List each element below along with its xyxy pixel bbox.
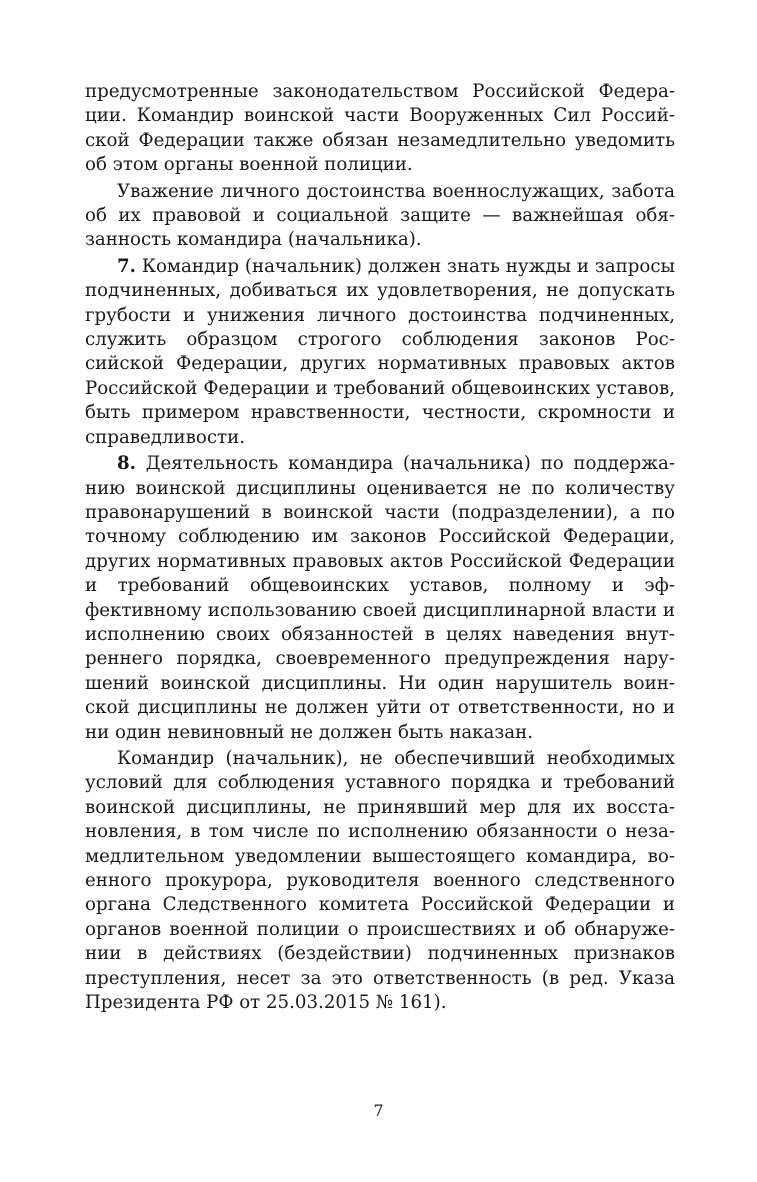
paragraph-text: Командир (начальник) должен знать нужды и запросы подчиненных, добиваться их удовлетворения, не допускать грубости и унижения личного достоинства подчиненных, служить образцом строгого соблюдения законов Российской Федерации, других нормативных правовых актов Российской Федерации и требований общевоинских уставов, быть примером нравственности, честности, скромности и справедливости. (85, 255, 675, 448)
paragraph-continued (85, 80, 675, 178)
section-number: 8. (117, 453, 136, 475)
paragraph-dignity (85, 180, 675, 253)
paragraph-7 (85, 255, 675, 450)
page-body (85, 80, 675, 1015)
paragraph-8 (85, 452, 675, 745)
paragraph-text: Деятельность командира (начальника) по поддержанию воинской дисциплины оценивается не по количеству правонарушений в воинской части (подразделении), а по точному соблюдению им законов Российской Федерации, других нормативных правовых актов Российской Федерации и требований общевоинских уставов, полному и эффективному использованию своей дисциплинарной власти и исполнению своих обязанностей в целях наведения внутреннего порядка, своевременного предупреждения нарушений воинской дисциплины. Ни один нарушитель воинской дисциплины не должен уйти от ответственности, но и ни один невиновный не должен быть наказан. (85, 453, 675, 743)
paragraph-text: предусмотренные законодательством Российской Федерации. Командир воинской части Вооруженных Сил Российской Федерации также обязан незамедлительно уведомить об этом органы военной полиции. (85, 81, 675, 176)
paragraph-text: Командир (начальник), не обеспечивший необходимых условий для соблюдения уставного порядка и требований воинской дисциплины, не принявший мер для их восстановления, в том числе по исполнению обязанности о незамедлительном уведомлении вышестоящего командира, военного прокурора, руководителя военного следственного органа Следственного комитета Российской Федерации и органов военной полиции о происшествиях и об обнаружении в действиях (бездействии) подчиненных признаков преступления, несет за это ответственность (в ред. Указа Президента РФ от 25.03.2015 № 161). (85, 747, 675, 1014)
paragraph-responsibility (85, 747, 675, 1015)
paragraph-text: Уважение личного достоинства военнослужащих, забота об их правовой и социальной защите — важнейшая обязанность командира (начальника). (85, 180, 675, 251)
section-number: 7. (117, 255, 136, 277)
page-number: 7 (373, 1101, 384, 1120)
